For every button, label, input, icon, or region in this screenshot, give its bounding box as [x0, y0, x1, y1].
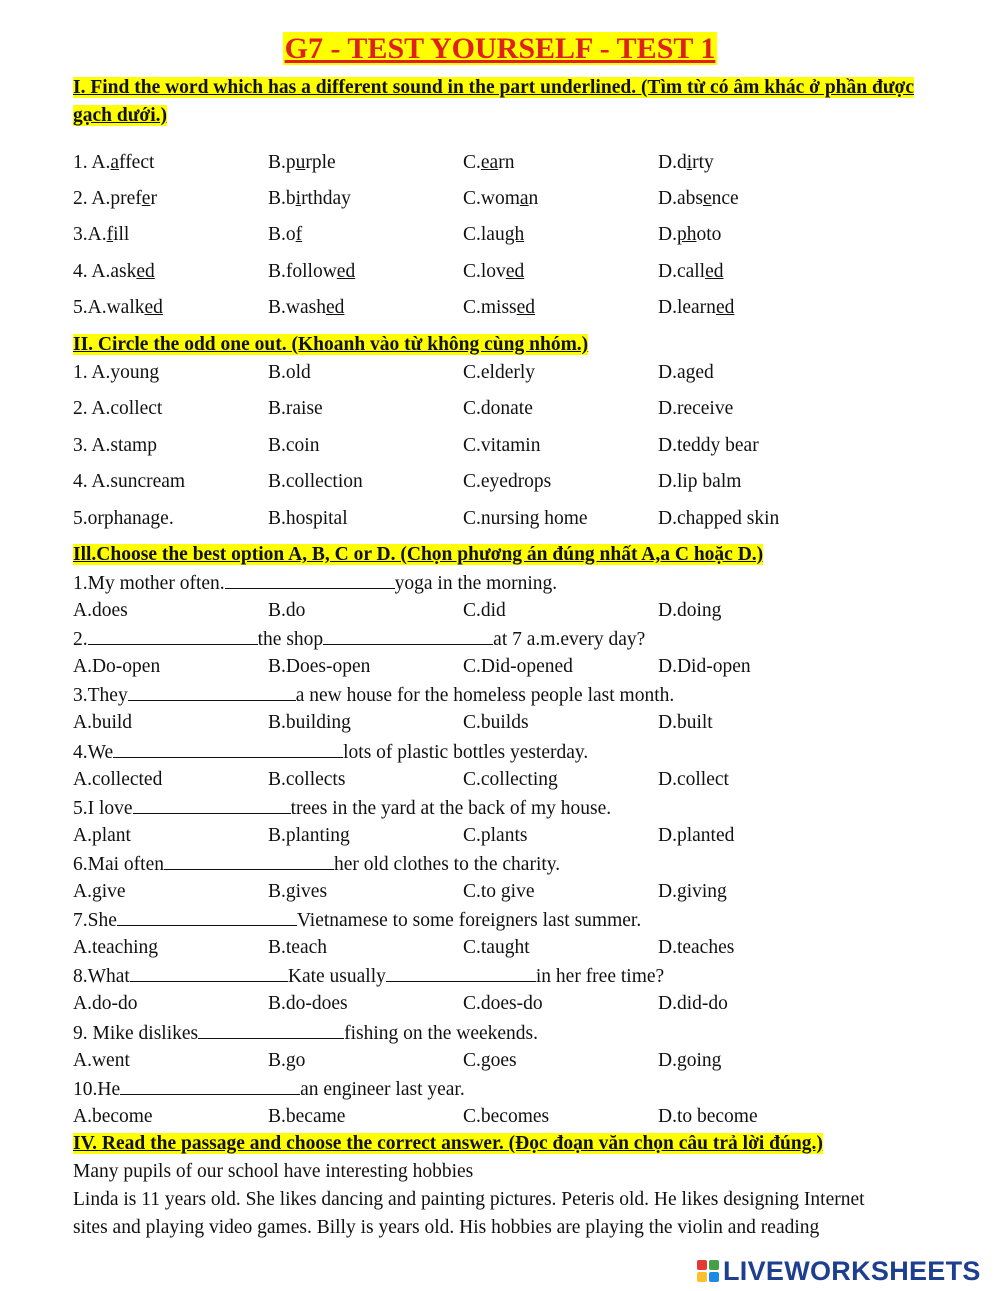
option-text: rty [692, 152, 714, 173]
answer-blank[interactable] [128, 682, 296, 701]
question-text: her old clothes to the charity. [333, 854, 561, 875]
question-line [73, 739, 588, 766]
underlined-part: a [519, 188, 529, 209]
question-text: an engineer last year. [300, 1078, 465, 1100]
passage-line: Linda is 11 years old. She likes dancing and painting pictures. Peteris old. He likes designing Internet [73, 1189, 865, 1210]
option-text: D.learn [658, 297, 716, 318]
question-text: yoga in the morning. [394, 573, 558, 594]
question-line [73, 851, 560, 878]
answer-blank[interactable] [323, 626, 493, 645]
question-text: Kate usually [287, 966, 386, 988]
option[interactable]: B.raise [268, 398, 323, 419]
underlined-part: i [686, 152, 693, 173]
option[interactable]: 2. A.collect [73, 398, 163, 419]
option[interactable]: B.collection [268, 471, 363, 492]
option[interactable]: C.does-do [463, 993, 543, 1015]
option[interactable] [463, 259, 524, 285]
option[interactable]: 4. A.suncream [73, 471, 186, 492]
option[interactable]: B.old [268, 362, 311, 383]
underlined-part: ed [325, 297, 345, 318]
liveworksheets-logo[interactable] [697, 1256, 981, 1286]
option[interactable]: C.eyedrops [463, 471, 552, 492]
option[interactable]: D.doing [658, 600, 722, 621]
option[interactable]: B.became [268, 1105, 346, 1127]
question-text: 9. Mike dislikes [73, 1022, 199, 1044]
option[interactable]: B.planting [268, 824, 350, 846]
option[interactable]: A.collected [73, 768, 163, 790]
option[interactable]: D.aged [658, 362, 714, 383]
option[interactable]: A.does [73, 600, 128, 621]
option[interactable]: D.built [658, 712, 713, 734]
logo-square-green [709, 1260, 719, 1270]
question-text: Vietnamese to some foreigners last summer. [296, 910, 642, 932]
underlined-part: ed [516, 297, 536, 318]
option-text: 5.A.walk [73, 297, 145, 318]
option[interactable]: C.donate [463, 398, 533, 419]
option-text: nce [711, 188, 739, 209]
option[interactable]: B.coin [268, 435, 320, 456]
option[interactable] [268, 222, 302, 248]
option[interactable]: C.vitamin [463, 435, 541, 456]
underlined-part: ed [715, 297, 735, 318]
option[interactable] [658, 259, 724, 285]
answer-blank[interactable] [198, 1020, 344, 1039]
answer-blank[interactable] [113, 739, 343, 758]
option[interactable]: B.collects [268, 768, 346, 790]
option-text: C.wom [463, 188, 520, 209]
option[interactable] [73, 150, 154, 176]
question-line [73, 682, 674, 709]
option[interactable]: D.lip balm [658, 471, 742, 492]
question-text: 3.They [73, 685, 128, 707]
option[interactable] [268, 295, 344, 321]
underlined-part: ea [480, 152, 499, 173]
option[interactable] [658, 295, 734, 321]
answer-blank[interactable] [130, 963, 288, 982]
question-text: 4.We [73, 741, 114, 763]
option[interactable]: D.planted [658, 824, 735, 846]
option[interactable]: A.build [73, 712, 133, 734]
question-text: 7.She [73, 910, 117, 932]
section1-heading: I. Find the word which has a different sound in the part underlined. (Tìm từ có âm khác ở phần được gạch dưới.) [73, 77, 914, 126]
option-text: rn [498, 152, 515, 173]
question-text: lots of plastic bottles yesterday. [343, 741, 589, 763]
question-line [73, 795, 611, 822]
option-text: D.call [658, 261, 706, 282]
option-text: B.follow [268, 261, 337, 282]
answer-blank[interactable] [164, 851, 334, 870]
option-text: C.miss [463, 297, 517, 318]
option[interactable]: B.building [268, 712, 351, 734]
option[interactable]: D.collect [658, 768, 729, 790]
question-line [73, 963, 664, 990]
option[interactable] [463, 150, 514, 176]
option[interactable]: C.to give [463, 881, 535, 902]
option[interactable]: B.go [268, 1049, 306, 1071]
option[interactable] [73, 222, 129, 248]
option[interactable] [73, 186, 157, 212]
option[interactable]: B.hospital [268, 508, 348, 529]
option-text: ill [113, 224, 130, 245]
option[interactable]: D.teaches [658, 937, 735, 959]
question-text: 5.I love [73, 797, 133, 819]
page-title: G7 - TEST YOURSELF - TEST 1 [284, 32, 716, 65]
answer-blank[interactable] [133, 795, 291, 814]
option[interactable]: C.builds [463, 712, 529, 734]
question-text: a new house for the homeless people last month. [295, 685, 675, 707]
option[interactable] [268, 150, 336, 176]
underlined-part: ed [336, 261, 356, 282]
option[interactable]: D.going [658, 1049, 722, 1071]
question-text: 10.He [73, 1078, 121, 1100]
option[interactable]: A.went [73, 1049, 130, 1071]
option[interactable]: 5.orphanage. [73, 508, 174, 529]
option[interactable]: B.do-does [268, 993, 348, 1015]
option[interactable]: C.Did-opened [463, 656, 573, 678]
option[interactable] [268, 259, 355, 285]
underlined-part: a [110, 152, 120, 173]
option-text: D.abs [658, 188, 703, 209]
underlined-part: e [141, 188, 151, 209]
section4-heading: IV. Read the passage and choose the correct answer. (Đọc đoạn văn chọn câu trả lời đúng.) [73, 1133, 823, 1154]
question-line [73, 570, 557, 597]
answer-blank[interactable] [225, 570, 395, 589]
option[interactable]: D.receive [658, 398, 734, 419]
underlined-part: ed [705, 261, 724, 282]
option[interactable]: D.to become [658, 1105, 758, 1127]
passage-line: sites and playing video games. Billy is years old. His hobbies are playing the violin and reading [73, 1217, 820, 1238]
underlined-part: f [295, 224, 303, 245]
option[interactable]: D.chapped skin [658, 508, 780, 529]
section3-heading: Ill.Choose the best option A, B, C or D. (Chọn phương án đúng nhất A,a C hoặc D.) [73, 544, 764, 565]
option-text: oto [696, 224, 722, 245]
option[interactable]: 3. A.stamp [73, 435, 157, 456]
option[interactable]: C.did [463, 600, 506, 621]
option-text: ffect [119, 152, 155, 173]
answer-blank[interactable] [386, 963, 536, 982]
option[interactable]: B.teach [268, 937, 328, 959]
option[interactable] [268, 186, 351, 212]
option[interactable]: A.teaching [73, 937, 159, 959]
option[interactable]: D.Did-open [658, 656, 751, 678]
option[interactable] [463, 186, 538, 212]
option[interactable]: A.become [73, 1105, 153, 1127]
question-text: 1.My mother often. [73, 573, 225, 594]
question-text: fishing on the weekends. [344, 1022, 539, 1044]
option[interactable] [73, 259, 155, 285]
underlined-part: i [295, 188, 302, 209]
option-text: D.d [658, 152, 687, 173]
option[interactable]: D.teddy bear [658, 435, 759, 456]
option-text: C.lov [463, 261, 506, 282]
option[interactable] [73, 295, 163, 321]
question-line [73, 907, 641, 934]
option[interactable]: C.collecting [463, 768, 558, 790]
option-text: B.wash [268, 297, 326, 318]
option[interactable]: D.did-do [658, 993, 728, 1015]
option-text: B.p [268, 152, 296, 173]
option-text: B.o [268, 224, 296, 245]
option[interactable] [658, 222, 721, 248]
option-text: 4. A.ask [73, 261, 137, 282]
logo-icon [697, 1260, 719, 1282]
option[interactable] [658, 186, 739, 212]
question-text: 2. [73, 629, 88, 651]
option[interactable]: C.plants [463, 824, 528, 846]
option[interactable]: C.taught [463, 937, 530, 959]
underlined-part: f [106, 224, 114, 245]
option[interactable] [463, 222, 524, 248]
question-text: 6.Mai often [73, 854, 164, 875]
question-text: 8.What [73, 966, 130, 988]
option[interactable]: C.becomes [463, 1105, 550, 1127]
option[interactable] [658, 150, 714, 176]
question-line [73, 626, 645, 653]
answer-blank[interactable] [120, 1076, 300, 1095]
option[interactable]: B.do [268, 600, 306, 621]
question-text: in her free time? [535, 966, 665, 988]
logo-square-yellow [697, 1272, 707, 1282]
option[interactable]: 1. A.young [73, 362, 160, 383]
option-text: 2. A.pref [73, 188, 142, 209]
option[interactable]: B.gives [268, 881, 328, 902]
logo-square-blue [709, 1272, 719, 1282]
underlined-part: ph [676, 224, 697, 245]
answer-blank[interactable] [88, 626, 258, 645]
option[interactable]: C.goes [463, 1049, 517, 1071]
option-text: 1. A. [73, 152, 111, 173]
underlined-part: gh [504, 224, 525, 245]
option[interactable]: A.Do-open [73, 656, 161, 678]
option-text: D. [658, 224, 677, 245]
logo-square-red [697, 1260, 707, 1270]
question-text: at 7 a.m.every day? [493, 629, 646, 651]
question-line [73, 1020, 538, 1047]
passage-line: Many pupils of our school have interesting hobbies [73, 1161, 474, 1182]
logo-text: LIVEWORKSHEETS [723, 1255, 981, 1286]
option[interactable]: A.plant [73, 824, 131, 846]
section2-heading: II. Circle the odd one out. (Khoanh vào từ không cùng nhóm.) [73, 334, 589, 355]
underlined-part: ed [144, 297, 163, 318]
option[interactable]: C.elderly [463, 362, 536, 383]
option[interactable]: D.giving [658, 881, 727, 902]
underlined-part: u [295, 152, 306, 173]
option-text: r [150, 188, 157, 209]
underlined-part: ed [505, 261, 525, 282]
option-text: rple [305, 152, 336, 173]
option-text: C.lau [463, 224, 505, 245]
underlined-part: e [702, 188, 712, 209]
option[interactable]: A.give [73, 881, 126, 902]
option-text: B.b [268, 188, 296, 209]
option-text: C. [463, 152, 481, 173]
question-text: the shop [257, 629, 324, 651]
underlined-part: ed [136, 261, 155, 282]
option[interactable] [463, 295, 535, 321]
question-text: trees in the yard at the back of my house. [290, 797, 612, 819]
option-text: rthday [301, 188, 351, 209]
option[interactable]: B.Does-open [268, 656, 371, 678]
answer-blank[interactable] [117, 907, 297, 926]
option-text: n [528, 188, 539, 209]
option-text: 3.A. [73, 224, 107, 245]
option[interactable]: C.nursing home [463, 508, 588, 529]
question-line [73, 1076, 465, 1103]
option[interactable]: A.do-do [73, 993, 138, 1015]
